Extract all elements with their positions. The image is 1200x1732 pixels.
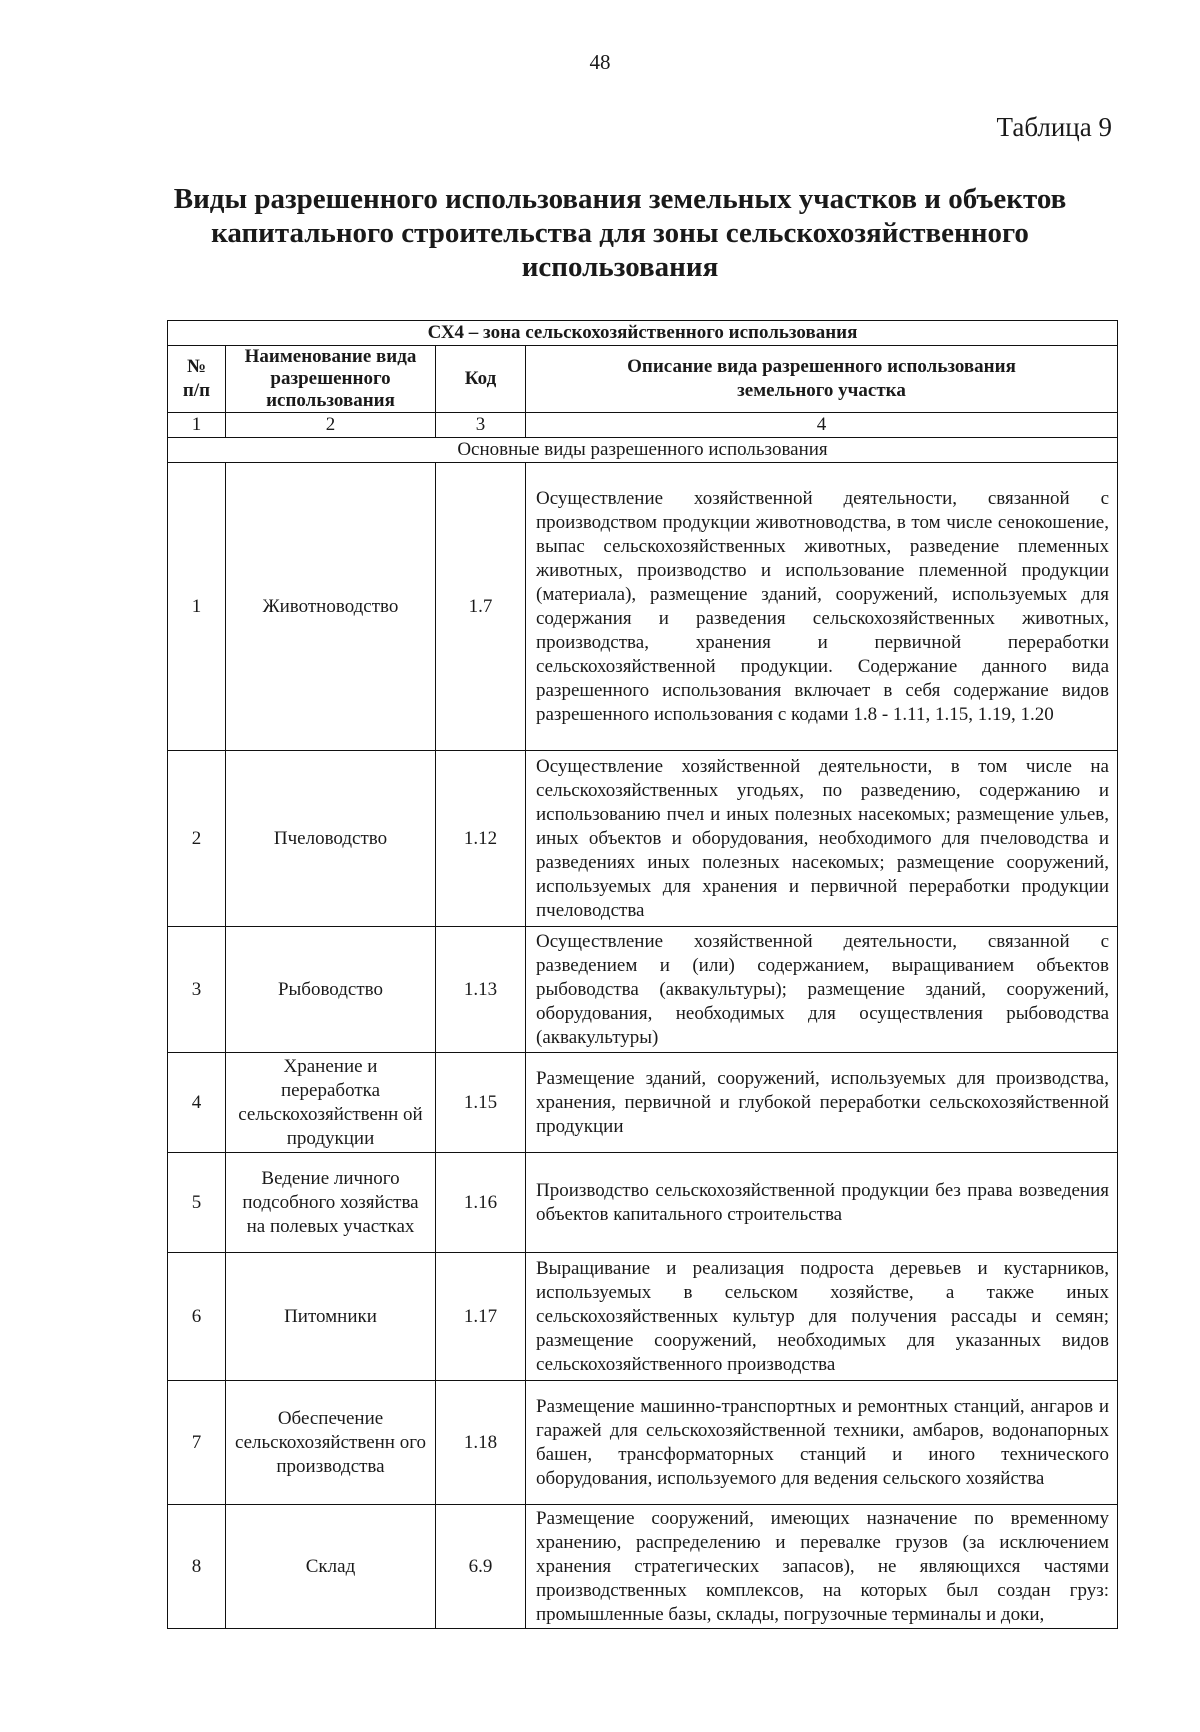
zone-header-row (168, 321, 1118, 346)
table-row (168, 1253, 1118, 1381)
land-use-table (167, 320, 1118, 1629)
row-number: 2 (168, 751, 226, 927)
col-number: 2 (226, 413, 436, 438)
row-name: Хранение и переработка сельскохозяйственн ой продукции (226, 1053, 436, 1153)
row-name: Пчеловодство (226, 751, 436, 927)
table-row (168, 927, 1118, 1053)
col-header-code: Код (436, 346, 526, 413)
row-code: 6.9 (436, 1505, 526, 1629)
title-line: капитального строительства для зоны сельскохозяйственного (211, 217, 1029, 249)
title-line: Виды разрешенного использования земельных участков и объектов (173, 183, 1067, 215)
row-number: 8 (168, 1505, 226, 1629)
row-name: Обеспечение сельскохозяйственн ого производства (226, 1381, 436, 1505)
row-code: 1.13 (436, 927, 526, 1053)
row-number: 3 (168, 927, 226, 1053)
row-number: 1 (168, 463, 226, 751)
col-number: 4 (526, 413, 1118, 438)
row-name: Животноводство (226, 463, 436, 751)
table-row (168, 463, 1118, 751)
col-header-desc-line1: Описание вида разрешенного использования (627, 356, 1016, 377)
row-description: Осуществление хозяйственной деятельности, связанной с разведением и (или) содержанием, выращиванием объектов рыбоводства (аквакультуры); размещение зданий, сооружений, оборудования, необходимых для осуществления рыбоводства (аквакультуры) (526, 927, 1118, 1053)
document-title (150, 182, 1090, 284)
row-description: Выращивание и реализация подроста деревьев и кустарников, используемых в сельском хозяйстве, а также иных сельскохозяйственных культур для получения рассады и семян; размещение сооружений, необходимых для указанных видов сельскохозяйственного производства (526, 1253, 1118, 1381)
row-name: Ведение личного подсобного хозяйства на полевых участках (226, 1153, 436, 1253)
table-row (168, 1381, 1118, 1505)
row-code: 1.15 (436, 1053, 526, 1153)
row-code: 1.7 (436, 463, 526, 751)
row-description: Размещение сооружений, имеющих назначение по временному хранению, распределению и перевалке грузов (за исключением хранения стратегических запасов), не являющихся частями производственных комплексов, на которых был создан груз: промышленные базы, склады, погрузочные терминалы и доки, (526, 1505, 1118, 1629)
row-description: Размещение машинно-транспортных и ремонтных станций, ангаров и гаражей для сельскохозяйственной техники, амбаров, водонапорных башен, трансформаторных станций и иного технического оборудования, используемого для ведения сельского хозяйства (526, 1381, 1118, 1505)
title-line: использования (521, 251, 719, 283)
table-label: Таблица 9 (996, 112, 1112, 142)
table-row (168, 1505, 1118, 1629)
col-header-desc-line2: земельного участка (737, 380, 906, 401)
row-number: 7 (168, 1381, 226, 1505)
row-number: 6 (168, 1253, 226, 1381)
row-code: 1.18 (436, 1381, 526, 1505)
column-number-row (168, 413, 1118, 438)
section-row (168, 438, 1118, 463)
col-header-name: Наименование вида разрешенного использования (226, 346, 436, 413)
row-name: Питомники (226, 1253, 436, 1381)
row-code: 1.16 (436, 1153, 526, 1253)
col-number: 3 (436, 413, 526, 438)
row-description: Размещение зданий, сооружений, используемых для производства, хранения, первичной и глубокой переработки сельскохозяйственной продукции (526, 1053, 1118, 1153)
column-header-row (168, 346, 1118, 413)
table-row (168, 751, 1118, 927)
row-code: 1.17 (436, 1253, 526, 1381)
col-header-num-line1: № (186, 356, 207, 377)
table-row (168, 1053, 1118, 1153)
row-description: Осуществление хозяйственной деятельности, в том числе на сельскохозяйственных угодьях, по разведению, содержанию и использованию пчел и иных полезных насекомых; размещение ульев, иных объектов и оборудования, необходимого для пчеловодства и разведениях иных полезных насекомых; размещение сооружений, используемых для хранения и первичной переработки продукции пчеловодства (526, 751, 1118, 927)
section-title: Основные виды разрешенного использования (168, 438, 1118, 463)
col-header-num-line2: п/п (182, 380, 211, 401)
col-number: 1 (168, 413, 226, 438)
row-description: Производство сельскохозяйственной продукции без права возведения объектов капитального строительства (526, 1153, 1118, 1253)
col-header-description (526, 346, 1118, 413)
row-description: Осуществление хозяйственной деятельности, связанной с производством продукции животноводства, в том числе сенокошение, выпас сельскохозяйственных животных, разведение племенных животных, производство и использование племенной продукции (материала), размещение зданий, сооружений, используемых для содержания и разведения сельскохозяйственных животных, производства, хранения и первичной переработки сельскохозяйственной продукции. Содержание данного вида разрешенного использования включает в себя содержание видов разрешенного использования с кодами 1.8 - 1.11, 1.15, 1.19, 1.20 (526, 463, 1118, 751)
page-number: 48 (589, 50, 611, 74)
col-header-num (168, 346, 226, 413)
row-name: Рыбоводство (226, 927, 436, 1053)
row-number: 4 (168, 1053, 226, 1153)
row-code: 1.12 (436, 751, 526, 927)
row-number: 5 (168, 1153, 226, 1253)
table-row (168, 1153, 1118, 1253)
zone-header: СХ4 – зона сельскохозяйственного использования (168, 321, 1118, 346)
row-name: Склад (226, 1505, 436, 1629)
